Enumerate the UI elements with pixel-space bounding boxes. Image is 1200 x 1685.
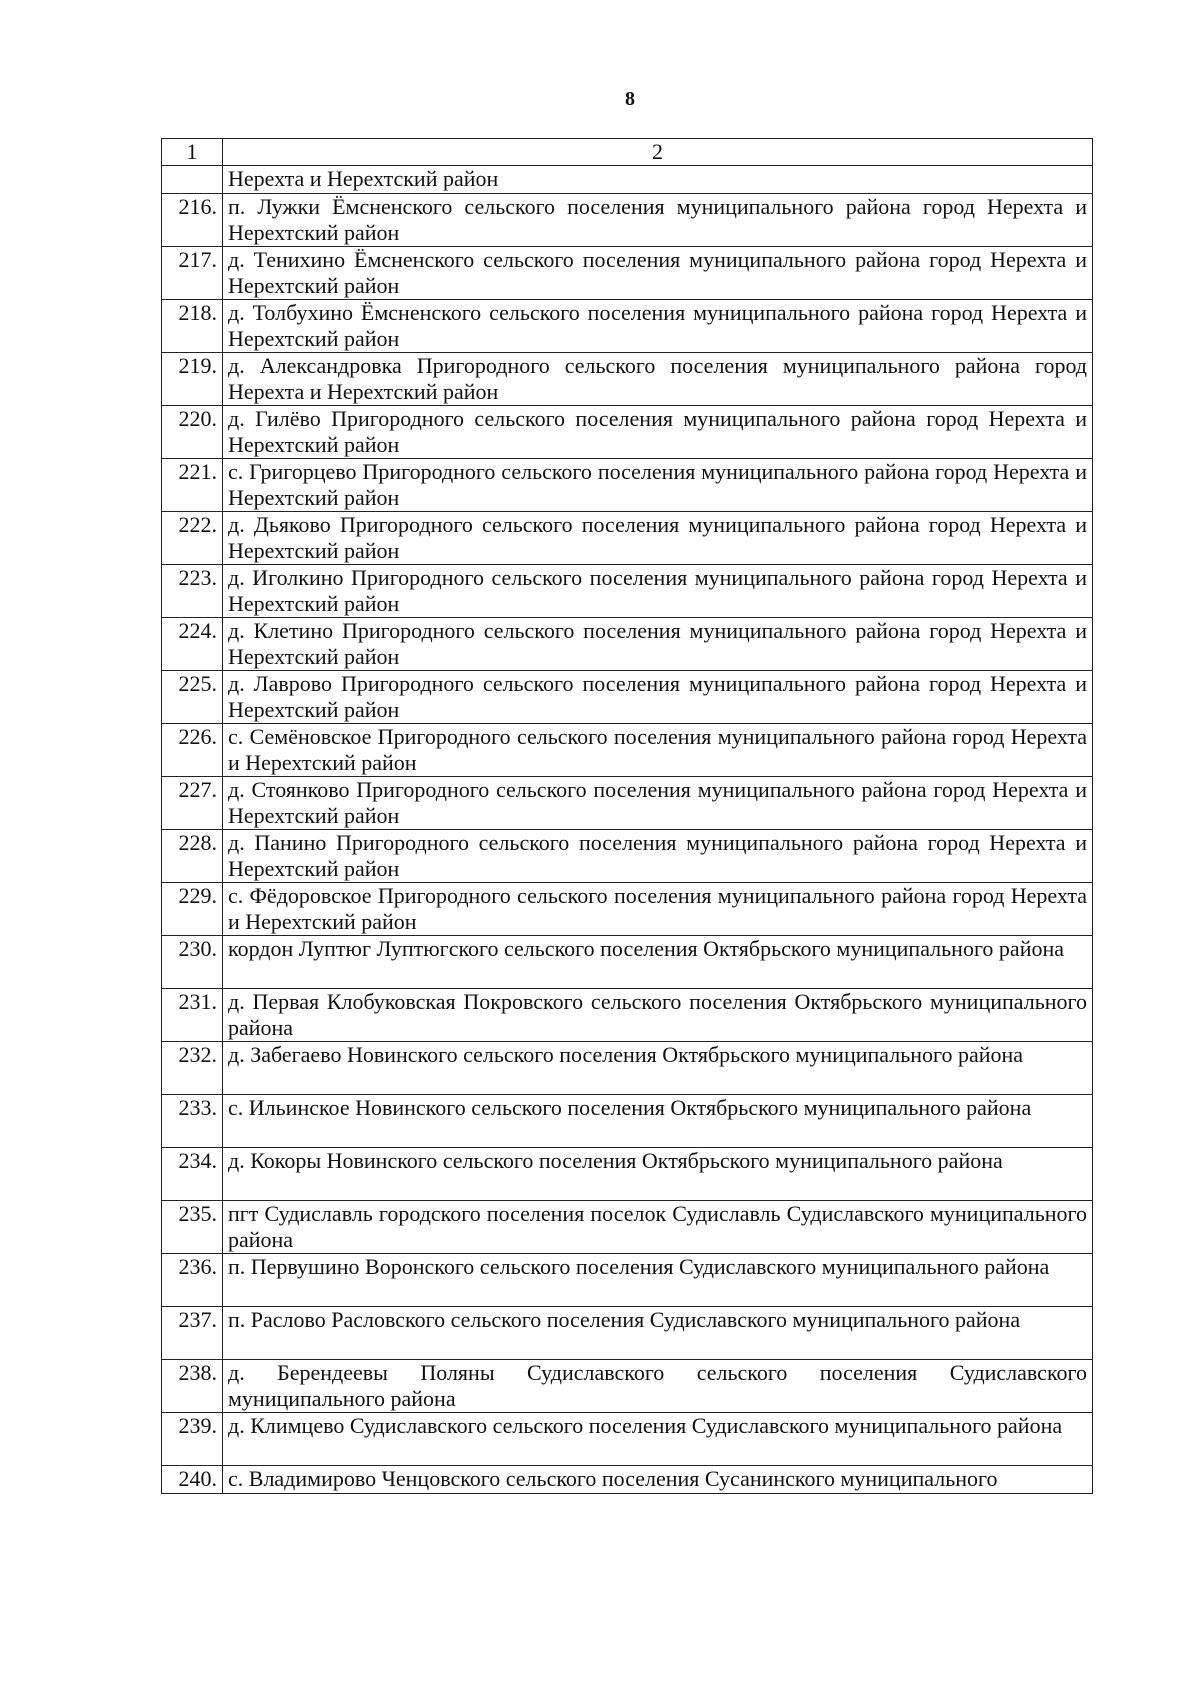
table-row — [162, 671, 1093, 724]
row-number-cell: 239. — [162, 1413, 223, 1466]
row-text-cell: д. Стоянково Пригородного сельского поселения муниципального района город Нерехта и Нерехтский район — [223, 777, 1093, 830]
row-text-cell: с. Ильинское Новинского сельского поселения Октябрьского муниципального района — [223, 1095, 1093, 1148]
row-text-cell: д. Панино Пригородного сельского поселения муниципального района город Нерехта и Нерехтский район — [223, 830, 1093, 883]
table-row — [162, 830, 1093, 883]
row-number-cell: 225. — [162, 671, 223, 724]
row-number-cell: 224. — [162, 618, 223, 671]
row-number-cell: 235. — [162, 1201, 223, 1254]
table-header-row — [162, 139, 1093, 166]
row-text-cell: с. Семёновское Пригородного сельского поселения муниципального района город Нерехта и Нерехтский район — [223, 724, 1093, 777]
table-row — [162, 194, 1093, 247]
table-row — [162, 247, 1093, 300]
row-text-cell: Нерехта и Нерехтский район — [223, 166, 1093, 194]
row-text-cell: д. Тенихино Ёмсненского сельского поселения муниципального района город Нерехта и Нерехтский район — [223, 247, 1093, 300]
row-text-cell: д. Кокоры Новинского сельского поселения Октябрьского муниципального района — [223, 1148, 1093, 1201]
table-row — [162, 1307, 1093, 1360]
column-header-name: 2 — [223, 139, 1093, 166]
row-text-cell: д. Толбухино Ёмсненского сельского поселения муниципального района город Нерехта и Нерехтский район — [223, 300, 1093, 353]
table-row — [162, 300, 1093, 353]
row-text-cell: д. Иголкино Пригородного сельского поселения муниципального района город Нерехта и Нерехтский район — [223, 565, 1093, 618]
row-number-cell: 223. — [162, 565, 223, 618]
table-row — [162, 1095, 1093, 1148]
row-number-cell: 236. — [162, 1254, 223, 1307]
table-row — [162, 1254, 1093, 1307]
row-number-cell: 237. — [162, 1307, 223, 1360]
row-number-cell: 232. — [162, 1042, 223, 1095]
table-row — [162, 406, 1093, 459]
row-number-cell: 231. — [162, 989, 223, 1042]
table-row — [162, 1148, 1093, 1201]
row-number-cell: 233. — [162, 1095, 223, 1148]
row-number-cell: 220. — [162, 406, 223, 459]
page-number: 8 — [625, 88, 635, 110]
row-text-cell: д. Лаврово Пригородного сельского поселения муниципального района город Нерехта и Нерехтский район — [223, 671, 1093, 724]
row-text-cell: пгт Судиславль городского поселения поселок Судиславль Судиславского муниципального района — [223, 1201, 1093, 1254]
row-number-cell: 228. — [162, 830, 223, 883]
table-row — [162, 353, 1093, 406]
row-number-cell: 216. — [162, 194, 223, 247]
table-row — [162, 989, 1093, 1042]
table-row — [162, 1201, 1093, 1254]
row-number-cell: 229. — [162, 883, 223, 936]
row-text-cell: п. Лужки Ёмсненского сельского поселения муниципального района город Нерехта и Нерехтский район — [223, 194, 1093, 247]
table-row — [162, 1466, 1093, 1494]
row-number-cell: 230. — [162, 936, 223, 989]
row-text-cell: д. Климцево Судиславского сельского поселения Судиславского муниципального района — [223, 1413, 1093, 1466]
table-row — [162, 1042, 1093, 1095]
row-text-cell: с. Фёдоровское Пригородного сельского поселения муниципального района город Нерехта и Нерехтский район — [223, 883, 1093, 936]
table-body — [162, 166, 1093, 1494]
row-text-cell: д. Клетино Пригородного сельского поселения муниципального района город Нерехта и Нерехтский район — [223, 618, 1093, 671]
row-text-cell: кордон Луптюг Луптюгского сельского поселения Октябрьского муниципального района — [223, 936, 1093, 989]
row-text-cell: д. Гилёво Пригородного сельского поселения муниципального района город Нерехта и Нерехтский район — [223, 406, 1093, 459]
row-number-cell — [162, 166, 223, 194]
table-row — [162, 459, 1093, 512]
row-text-cell: с. Владимирово Ченцовского сельского поселения Сусанинского муниципального — [223, 1466, 1093, 1494]
row-text-cell: д. Берендеевы Поляны Судиславского сельского поселения Судиславского муниципального района — [223, 1360, 1093, 1413]
row-number-cell: 227. — [162, 777, 223, 830]
column-header-number: 1 — [162, 139, 223, 166]
table-row — [162, 1360, 1093, 1413]
table-row — [162, 565, 1093, 618]
table-row — [162, 883, 1093, 936]
row-text-cell: д. Александровка Пригородного сельского поселения муниципального района город Нерехта и Нерехтский район — [223, 353, 1093, 406]
settlements-table — [161, 138, 1093, 1494]
row-number-cell: 217. — [162, 247, 223, 300]
row-text-cell: п. Раслово Расловского сельского поселения Судиславского муниципального района — [223, 1307, 1093, 1360]
row-text-cell: п. Первушино Воронского сельского поселения Судиславского муниципального района — [223, 1254, 1093, 1307]
row-number-cell: 240. — [162, 1466, 223, 1494]
table-row — [162, 724, 1093, 777]
row-text-cell: д. Дьяково Пригородного сельского поселения муниципального района город Нерехта и Нерехтский район — [223, 512, 1093, 565]
row-text-cell: с. Григорцево Пригородного сельского поселения муниципального района город Нерехта и Нерехтский район — [223, 459, 1093, 512]
row-number-cell: 221. — [162, 459, 223, 512]
table-row — [162, 936, 1093, 989]
table-row — [162, 777, 1093, 830]
row-number-cell: 226. — [162, 724, 223, 777]
row-number-cell: 219. — [162, 353, 223, 406]
table-row — [162, 618, 1093, 671]
row-number-cell: 234. — [162, 1148, 223, 1201]
row-number-cell: 238. — [162, 1360, 223, 1413]
row-number-cell: 222. — [162, 512, 223, 565]
row-number-cell: 218. — [162, 300, 223, 353]
table-row — [162, 512, 1093, 565]
row-text-cell: д. Забегаево Новинского сельского поселения Октябрьского муниципального района — [223, 1042, 1093, 1095]
row-text-cell: д. Первая Клобуковская Покровского сельского поселения Октябрьского муниципального района — [223, 989, 1093, 1042]
table-row — [162, 1413, 1093, 1466]
table-row-continued — [162, 166, 1093, 194]
